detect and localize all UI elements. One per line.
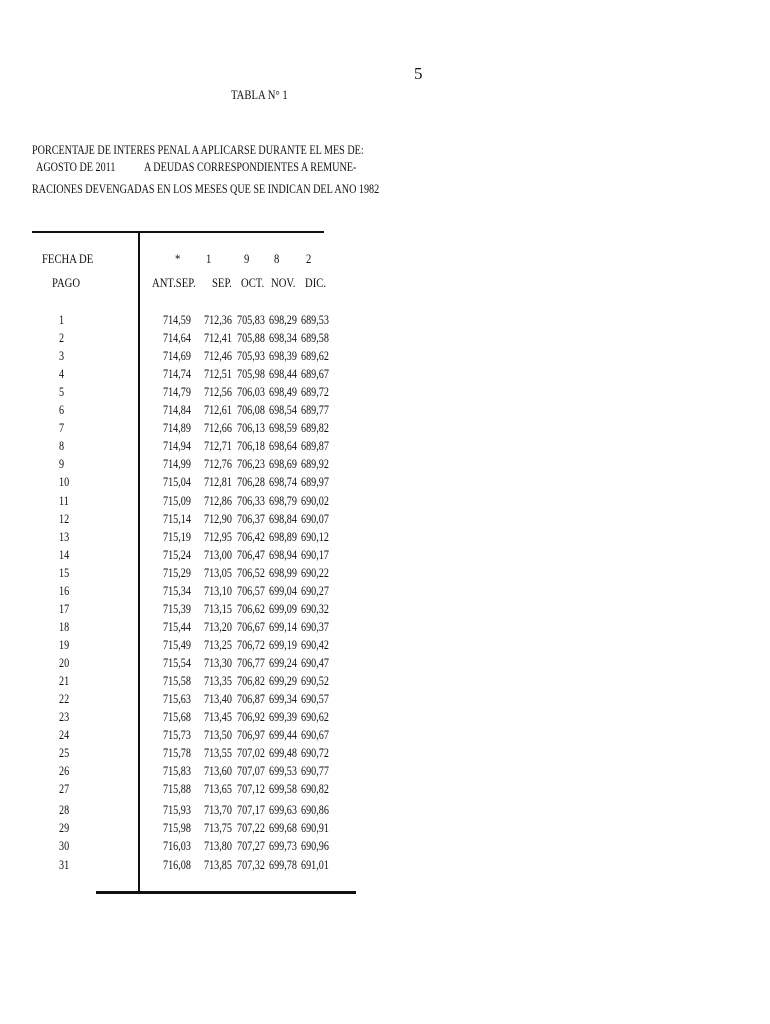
row-sep: 713,15 <box>204 600 232 616</box>
row-day: 18 <box>59 618 70 634</box>
row-day: 4 <box>59 366 65 382</box>
row-sep: 713,40 <box>204 691 232 707</box>
row-nov: 699,63 <box>269 802 297 818</box>
row-ant-sep: 715,09 <box>163 492 191 508</box>
row-nov: 699,04 <box>269 582 297 598</box>
row-day: 2 <box>59 330 65 346</box>
row-oct: 706,13 <box>237 420 265 436</box>
row-dic: 690,57 <box>301 691 329 707</box>
row-sep: 712,56 <box>204 384 232 400</box>
row-day: 29 <box>59 820 70 836</box>
row-ant-sep: 716,08 <box>163 856 191 872</box>
row-sep: 712,90 <box>204 510 232 526</box>
row-oct: 706,52 <box>237 564 265 580</box>
row-oct: 707,32 <box>237 856 265 872</box>
row-sep: 713,65 <box>204 781 232 797</box>
row-ant-sep: 714,64 <box>163 330 191 346</box>
row-day: 15 <box>59 564 70 580</box>
row-sep: 712,51 <box>204 366 232 382</box>
row-sep: 713,05 <box>204 564 232 580</box>
row-day: 31 <box>59 856 70 872</box>
row-ant-sep: 715,98 <box>163 820 191 836</box>
row-dic: 690,82 <box>301 781 329 797</box>
row-ant-sep: 715,39 <box>163 600 191 616</box>
row-oct: 707,17 <box>237 802 265 818</box>
page-number: 5 <box>414 64 423 83</box>
row-sep: 712,36 <box>204 312 232 327</box>
header-label-dic: DIC. <box>305 275 327 290</box>
row-oct: 706,92 <box>237 709 265 725</box>
row-ant-sep: 714,94 <box>163 438 191 454</box>
row-oct: 706,37 <box>237 510 265 526</box>
row-sep: 713,70 <box>204 802 232 818</box>
description-line-2: A DEUDAS CORRESPONDIENTES A REMUNE- <box>144 159 357 174</box>
row-day: 27 <box>59 781 70 797</box>
row-nov: 698,79 <box>269 492 297 508</box>
row-sep: 712,76 <box>204 456 232 472</box>
row-sep: 712,61 <box>204 402 232 418</box>
row-day: 6 <box>59 402 65 418</box>
row-sep: 713,50 <box>204 727 232 743</box>
row-oct: 706,87 <box>237 691 265 707</box>
row-sep: 712,95 <box>204 528 232 544</box>
row-dic: 689,77 <box>301 402 329 418</box>
row-dic: 690,47 <box>301 654 329 670</box>
row-dic: 690,62 <box>301 709 329 725</box>
row-dic: 690,07 <box>301 510 329 526</box>
row-nov: 698,69 <box>269 456 297 472</box>
row-nov: 698,49 <box>269 384 297 400</box>
row-dic: 690,42 <box>301 636 329 652</box>
row-ant-sep: 714,84 <box>163 402 191 418</box>
row-nov: 699,24 <box>269 654 297 670</box>
row-dic: 689,62 <box>301 348 329 364</box>
row-nov: 699,53 <box>269 763 297 779</box>
row-dic: 690,27 <box>301 582 329 598</box>
row-ant-sep: 715,63 <box>163 691 191 707</box>
row-oct: 706,97 <box>237 727 265 743</box>
row-ant-sep: 715,14 <box>163 510 191 526</box>
row-ant-sep: 715,04 <box>163 474 191 490</box>
row-nov: 699,19 <box>269 636 297 652</box>
header-fecha-line-2: PAGO <box>52 275 81 290</box>
row-nov: 699,39 <box>269 709 297 725</box>
row-day: 1 <box>59 312 65 327</box>
row-dic: 689,82 <box>301 420 329 436</box>
row-oct: 706,62 <box>237 600 265 616</box>
row-day: 13 <box>59 528 70 544</box>
header-mark-ant-sep: * <box>175 251 181 266</box>
header-mark-oct: 9 <box>244 251 250 266</box>
row-nov: 698,94 <box>269 546 297 562</box>
header-fecha-line-1: FECHA DE <box>42 251 94 266</box>
row-dic: 690,72 <box>301 745 329 761</box>
row-ant-sep: 714,79 <box>163 384 191 400</box>
row-day: 7 <box>59 420 65 436</box>
row-ant-sep: 715,78 <box>163 745 191 761</box>
row-oct: 706,28 <box>237 474 265 490</box>
row-day: 12 <box>59 510 70 526</box>
row-sep: 713,55 <box>204 745 232 761</box>
table-top-rule <box>32 231 324 233</box>
header-label-ant-sep: ANT.SEP. <box>152 275 196 290</box>
row-day: 21 <box>59 673 70 688</box>
row-day: 20 <box>59 654 70 670</box>
row-oct: 706,77 <box>237 654 265 670</box>
row-day: 22 <box>59 691 70 707</box>
row-oct: 706,33 <box>237 492 265 508</box>
row-nov: 699,34 <box>269 691 297 707</box>
row-oct: 706,82 <box>237 673 265 688</box>
row-day: 30 <box>59 838 70 854</box>
row-ant-sep: 715,68 <box>163 709 191 725</box>
row-oct: 706,57 <box>237 582 265 598</box>
row-nov: 699,68 <box>269 820 297 836</box>
row-oct: 706,03 <box>237 384 265 400</box>
row-oct: 707,07 <box>237 763 265 779</box>
row-nov: 699,48 <box>269 745 297 761</box>
row-dic: 689,97 <box>301 474 329 490</box>
row-sep: 713,30 <box>204 654 232 670</box>
row-dic: 689,92 <box>301 456 329 472</box>
row-dic: 690,37 <box>301 618 329 634</box>
row-oct: 707,12 <box>237 781 265 797</box>
row-nov: 698,99 <box>269 564 297 580</box>
header-label-oct: OCT. <box>241 275 265 290</box>
row-day: 10 <box>59 474 70 490</box>
row-nov: 699,78 <box>269 856 297 872</box>
row-ant-sep: 714,99 <box>163 456 191 472</box>
row-ant-sep: 715,49 <box>163 636 191 652</box>
row-dic: 690,17 <box>301 546 329 562</box>
row-sep: 712,71 <box>204 438 232 454</box>
row-dic: 689,72 <box>301 384 329 400</box>
row-sep: 713,10 <box>204 582 232 598</box>
row-nov: 698,59 <box>269 420 297 436</box>
table-bottom-rule <box>96 891 356 894</box>
row-nov: 699,14 <box>269 618 297 634</box>
row-dic: 690,96 <box>301 838 329 854</box>
row-nov: 698,89 <box>269 528 297 544</box>
row-dic: 690,52 <box>301 673 329 688</box>
table-vertical-rule <box>138 231 140 892</box>
row-day: 3 <box>59 348 65 364</box>
row-day: 14 <box>59 546 70 562</box>
row-ant-sep: 715,19 <box>163 528 191 544</box>
header-label-nov: NOV. <box>271 275 296 290</box>
row-day: 19 <box>59 636 70 652</box>
row-day: 16 <box>59 582 70 598</box>
row-nov: 698,34 <box>269 330 297 346</box>
row-day: 9 <box>59 456 65 472</box>
row-nov: 698,29 <box>269 312 297 327</box>
row-sep: 712,46 <box>204 348 232 364</box>
row-oct: 707,02 <box>237 745 265 761</box>
row-nov: 698,54 <box>269 402 297 418</box>
row-day: 5 <box>59 384 65 400</box>
row-oct: 705,83 <box>237 312 265 327</box>
row-oct: 705,88 <box>237 330 265 346</box>
description-line-3: RACIONES DEVENGADAS EN LOS MESES QUE SE INDICAN DEL ANO 1982 <box>32 181 380 196</box>
row-ant-sep: 715,88 <box>163 781 191 797</box>
row-dic: 689,87 <box>301 438 329 454</box>
row-ant-sep: 716,03 <box>163 838 191 854</box>
row-sep: 712,41 <box>204 330 232 346</box>
row-dic: 690,77 <box>301 763 329 779</box>
row-oct: 706,67 <box>237 618 265 634</box>
description-line-1: PORCENTAJE DE INTERES PENAL A APLICARSE DURANTE EL MES DE: <box>32 142 364 157</box>
row-day: 8 <box>59 438 65 454</box>
row-sep: 713,00 <box>204 546 232 562</box>
row-dic: 690,12 <box>301 528 329 544</box>
header-mark-dic: 2 <box>306 251 312 266</box>
row-day: 28 <box>59 802 70 818</box>
table-title: TABLA N° 1 <box>231 87 288 102</box>
row-oct: 706,42 <box>237 528 265 544</box>
row-nov: 698,84 <box>269 510 297 526</box>
row-dic: 690,86 <box>301 802 329 818</box>
header-mark-sep: 1 <box>206 251 212 266</box>
row-dic: 690,91 <box>301 820 329 836</box>
row-nov: 698,39 <box>269 348 297 364</box>
row-sep: 713,35 <box>204 673 232 688</box>
row-dic: 690,32 <box>301 600 329 616</box>
row-sep: 712,86 <box>204 492 232 508</box>
row-nov: 698,44 <box>269 366 297 382</box>
row-day: 24 <box>59 727 70 743</box>
row-nov: 699,44 <box>269 727 297 743</box>
row-day: 11 <box>59 492 69 508</box>
row-dic: 690,67 <box>301 727 329 743</box>
row-ant-sep: 715,83 <box>163 763 191 779</box>
row-oct: 706,47 <box>237 546 265 562</box>
row-nov: 698,74 <box>269 474 297 490</box>
row-oct: 705,93 <box>237 348 265 364</box>
row-nov: 699,73 <box>269 838 297 854</box>
row-day: 17 <box>59 600 70 616</box>
row-sep: 713,80 <box>204 838 232 854</box>
row-dic: 690,22 <box>301 564 329 580</box>
row-nov: 699,58 <box>269 781 297 797</box>
row-ant-sep: 714,59 <box>163 312 191 327</box>
row-ant-sep: 715,73 <box>163 727 191 743</box>
header-mark-nov: 8 <box>274 251 280 266</box>
description-month: AGOSTO DE 2011 <box>36 159 116 174</box>
row-ant-sep: 715,93 <box>163 802 191 818</box>
row-dic: 689,53 <box>301 312 329 327</box>
row-sep: 713,45 <box>204 709 232 725</box>
row-ant-sep: 714,89 <box>163 420 191 436</box>
row-day: 26 <box>59 763 70 779</box>
row-ant-sep: 714,74 <box>163 366 191 382</box>
row-oct: 707,22 <box>237 820 265 836</box>
row-dic: 689,58 <box>301 330 329 346</box>
row-ant-sep: 715,44 <box>163 618 191 634</box>
row-day: 23 <box>59 709 70 725</box>
row-oct: 706,23 <box>237 456 265 472</box>
row-oct: 706,18 <box>237 438 265 454</box>
row-day: 25 <box>59 745 70 761</box>
row-nov: 698,64 <box>269 438 297 454</box>
row-nov: 699,29 <box>269 673 297 688</box>
row-ant-sep: 715,24 <box>163 546 191 562</box>
row-sep: 713,85 <box>204 856 232 872</box>
row-oct: 705,98 <box>237 366 265 382</box>
row-nov: 699,09 <box>269 600 297 616</box>
row-sep: 713,25 <box>204 636 232 652</box>
row-sep: 712,66 <box>204 420 232 436</box>
row-oct: 707,27 <box>237 838 265 854</box>
row-sep: 713,60 <box>204 763 232 779</box>
row-sep: 713,75 <box>204 820 232 836</box>
row-oct: 706,72 <box>237 636 265 652</box>
row-ant-sep: 715,58 <box>163 673 191 688</box>
row-dic: 691,01 <box>301 856 329 872</box>
row-dic: 689,67 <box>301 366 329 382</box>
row-sep: 713,20 <box>204 618 232 634</box>
row-dic: 690,02 <box>301 492 329 508</box>
row-ant-sep: 715,34 <box>163 582 191 598</box>
row-sep: 712,81 <box>204 474 232 490</box>
row-ant-sep: 715,29 <box>163 564 191 580</box>
row-ant-sep: 714,69 <box>163 348 191 364</box>
row-ant-sep: 715,54 <box>163 654 191 670</box>
row-oct: 706,08 <box>237 402 265 418</box>
header-label-sep: SEP. <box>212 275 232 290</box>
